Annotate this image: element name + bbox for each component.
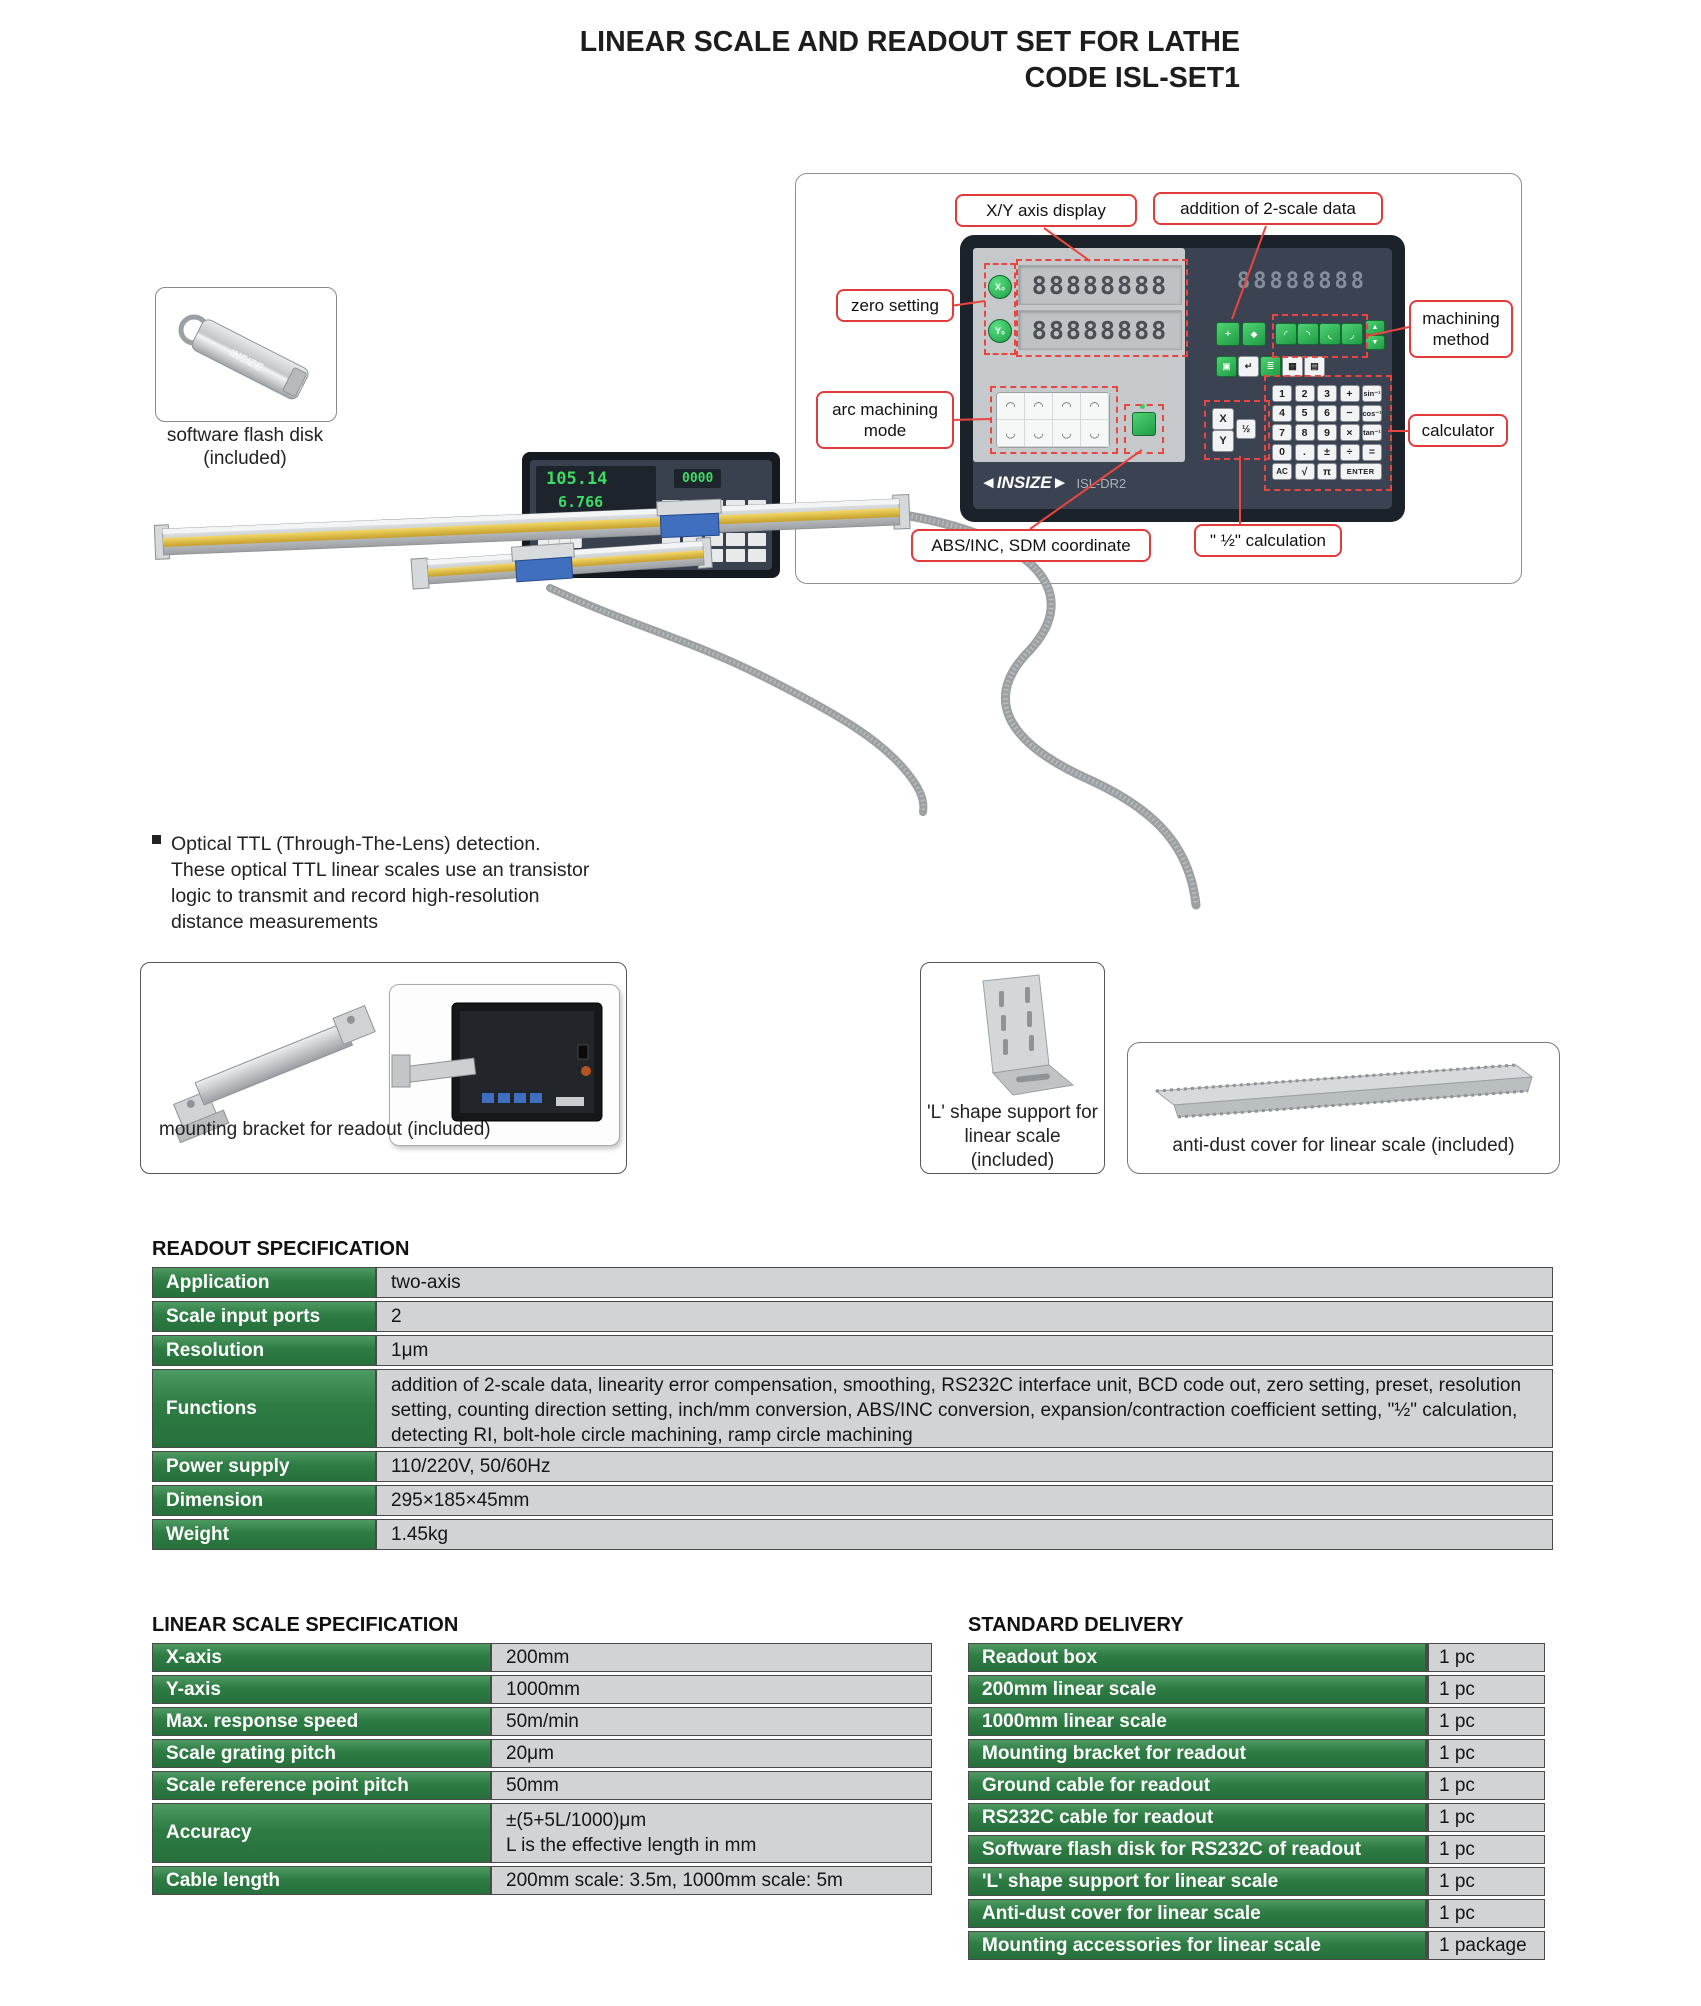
spec-label: Scale input ports — [152, 1301, 377, 1332]
keypad-key: 1 — [1272, 385, 1292, 402]
delivery-qty: 1 pc — [1427, 1835, 1545, 1864]
reader-head-short — [515, 557, 572, 582]
table-row — [968, 1867, 1545, 1896]
sum-key-icon: + — [1216, 322, 1240, 346]
keypad-key: 3 — [1317, 385, 1337, 402]
callout-half-calculation: " ½" calculation — [1194, 524, 1342, 557]
delivery-item: Ground cable for readout — [968, 1771, 1427, 1800]
table-row — [152, 1866, 932, 1895]
spec-label: Weight — [152, 1519, 377, 1550]
arc-icon: ◡ — [1025, 420, 1053, 447]
y-axis-display: 88888888 — [1018, 310, 1182, 350]
machining-key-icon: ◜ — [1275, 323, 1297, 345]
aux-display: 88888888 — [1237, 268, 1367, 294]
delivery-table — [968, 1643, 1545, 1963]
dust-cover-box — [1127, 1042, 1560, 1174]
flash-caption-line2: (included) — [203, 448, 287, 469]
machining-key-icon: ◞ — [1341, 323, 1363, 345]
feature-line4: distance measurements — [171, 911, 379, 933]
spec-label: Power supply — [152, 1451, 377, 1482]
page-title-line1: LINEAR SCALE AND READOUT SET FOR LATHE — [579, 26, 1240, 58]
delivery-item: Mounting accessories for linear scale — [968, 1931, 1427, 1960]
keypad-key: AC — [1272, 463, 1292, 480]
mounting-bracket-box — [140, 962, 627, 1174]
table-row — [968, 1771, 1545, 1800]
feature-line2: These optical TTL linear scales use an transistor — [171, 859, 590, 881]
keypad-key: 8 — [1295, 424, 1315, 441]
keypad-key: ÷ — [1340, 444, 1360, 461]
accuracy-line2: L is the effective length in mm — [506, 1835, 757, 1856]
reader-head-long — [660, 513, 719, 537]
delivery-qty: 1 pc — [1427, 1867, 1545, 1896]
callout-addition: addition of 2-scale data — [1153, 192, 1383, 225]
keypad-key: √ — [1295, 463, 1315, 480]
l-support-caption — [921, 1101, 1104, 1173]
table-row — [152, 1451, 1553, 1482]
table-row — [968, 1707, 1545, 1736]
model-text: ISL-DR2 — [1076, 476, 1127, 491]
delivery-item: Software flash disk for RS232C of readout — [968, 1835, 1427, 1864]
l-support-caption-line1: 'L' shape support for — [927, 1102, 1098, 1123]
delivery-item: Readout box — [968, 1643, 1427, 1672]
machining-key-icon: ◟ — [1319, 323, 1341, 345]
spec-label: Y-axis — [152, 1675, 492, 1704]
keypad-key: + — [1340, 385, 1360, 402]
keypad-key: 2 — [1295, 385, 1315, 402]
keypad-key: × — [1340, 424, 1360, 441]
delivery-item: 'L' shape support for linear scale — [968, 1867, 1427, 1896]
spec-label: Scale grating pitch — [152, 1739, 492, 1768]
spec-label: Max. response speed — [152, 1707, 492, 1736]
keypad-key: 0 — [1272, 444, 1292, 461]
table-row — [968, 1803, 1545, 1832]
keypad-key: − — [1340, 405, 1360, 422]
feature-line3: logic to transmit and record high-resolution — [171, 885, 540, 907]
fn-key-icon: ▤ — [1304, 356, 1325, 377]
arc-icon: ◠ — [1025, 393, 1053, 420]
l-support-caption-line2: linear scale (included) — [964, 1126, 1061, 1171]
dust-cover-image — [1128, 1043, 1559, 1133]
callout-zero-setting: zero setting — [836, 289, 954, 322]
spec-value: 200mm scale: 3.5m, 1000mm scale: 5m — [492, 1866, 932, 1895]
spec-label: X-axis — [152, 1643, 492, 1672]
spec-value: 110/220V, 50/60Hz — [377, 1451, 1553, 1482]
up-arrow-icon: ▲ — [1365, 320, 1385, 335]
page-title — [540, 24, 1240, 96]
spec-value: 1.45kg — [377, 1519, 1553, 1550]
bracket-caption: mounting bracket for readout (included) — [159, 1119, 491, 1140]
table-row — [968, 1931, 1545, 1960]
flash-disk-box — [155, 287, 337, 422]
keypad-key: cos⁻¹ — [1362, 405, 1382, 422]
keypad-key: 7 — [1272, 424, 1292, 441]
scale-cable-short — [550, 588, 923, 812]
zero-y-label: Y₀ — [994, 326, 1006, 336]
keypad-key: sin⁻¹ — [1362, 385, 1382, 402]
delivery-qty: 1 pc — [1427, 1643, 1545, 1672]
keypad-key: 5 — [1295, 405, 1315, 422]
table-row — [152, 1369, 1553, 1448]
dust-cover-caption: anti-dust cover for linear scale (included) — [1172, 1135, 1515, 1156]
table-row — [152, 1803, 932, 1863]
zero-x-label: X₀ — [994, 282, 1006, 292]
photo-aux-display: 0000 — [674, 469, 721, 488]
readout-spec-table — [152, 1267, 1553, 1553]
callout-abs-inc: ABS/INC, SDM coordinate — [911, 529, 1151, 562]
delivery-qty: 1 pc — [1427, 1739, 1545, 1768]
spec-label: Accuracy — [152, 1803, 492, 1863]
brand-text: ◄INSIZE► — [980, 473, 1069, 492]
down-arrow-icon: ▼ — [1365, 335, 1385, 350]
spec-value: 295×185×45mm — [377, 1485, 1553, 1516]
spec-label: Resolution — [152, 1335, 377, 1366]
table-row — [968, 1675, 1545, 1704]
linear-spec-heading: LINEAR SCALE SPECIFICATION — [152, 1614, 459, 1636]
machining-key-icon: ◝ — [1297, 323, 1319, 345]
table-row — [968, 1899, 1545, 1928]
delivery-item: Anti-dust cover for linear scale — [968, 1899, 1427, 1928]
arc-icon: ◡ — [1053, 420, 1081, 447]
keypad-key: ENTER — [1340, 463, 1383, 480]
fn-key-icon: ▦ — [1282, 356, 1303, 377]
keypad-key: π — [1317, 463, 1337, 480]
callout-xy-axis-display: X/Y axis display — [955, 194, 1137, 227]
spec-label: Cable length — [152, 1866, 492, 1895]
delivery-qty: 1 pc — [1427, 1803, 1545, 1832]
spec-label: Dimension — [152, 1485, 377, 1516]
table-row — [152, 1675, 932, 1704]
table-row — [968, 1643, 1545, 1672]
delivery-qty: 1 pc — [1427, 1771, 1545, 1800]
half-key: ½ — [1236, 419, 1256, 439]
spec-value: 50mm — [492, 1771, 932, 1800]
y-select-key: Y — [1212, 430, 1234, 452]
table-row — [152, 1485, 1553, 1516]
table-row — [152, 1643, 932, 1672]
callout-calculator: calculator — [1408, 414, 1508, 447]
arc-icon: ◡ — [1081, 420, 1109, 447]
keypad-key: = — [1362, 444, 1382, 461]
arc-icon: ◠ — [1081, 393, 1109, 420]
l-support-box — [920, 962, 1105, 1174]
spec-value: 2 — [377, 1301, 1553, 1332]
keypad-key: 4 — [1272, 405, 1292, 422]
fn-key-icon: ↵ — [1238, 356, 1259, 377]
feature-line1: Optical TTL (Through-The-Lens) detection. — [171, 833, 541, 855]
table-row — [968, 1739, 1545, 1768]
keypad-key: tan⁻¹ — [1362, 424, 1382, 441]
delivery-qty: 1 pc — [1427, 1707, 1545, 1736]
table-row — [152, 1301, 1553, 1332]
readout-spec-heading: READOUT SPECIFICATION — [152, 1238, 410, 1260]
sum-key2-icon: ◆ — [1242, 322, 1266, 346]
flash-disk-image — [156, 288, 336, 421]
x-select-key: X — [1212, 408, 1234, 430]
photo-y-display: 6.766 — [558, 493, 604, 511]
delivery-item: 1000mm linear scale — [968, 1707, 1427, 1736]
delivery-qty: 1 pc — [1427, 1675, 1545, 1704]
accuracy-line1: ±(5+5L/1000)μm — [506, 1810, 647, 1831]
arc-icon: ◠ — [997, 393, 1025, 420]
spec-value: 1μm — [377, 1335, 1553, 1366]
arc-icon: ◡ — [997, 420, 1025, 447]
l-support-image — [921, 963, 1104, 1098]
table-row — [968, 1835, 1545, 1864]
spec-label: Application — [152, 1267, 377, 1298]
table-row — [152, 1707, 932, 1736]
spec-label: Functions — [152, 1369, 377, 1448]
spec-value: 1000mm — [492, 1675, 932, 1704]
table-row — [152, 1335, 1553, 1366]
table-row — [152, 1739, 932, 1768]
spec-value: two-axis — [377, 1267, 1553, 1298]
callout-connector-lines — [795, 173, 1520, 582]
delivery-item: Mounting bracket for readout — [968, 1739, 1427, 1768]
spec-value: 50m/min — [492, 1707, 932, 1736]
page-title-line2: CODE ISL-SET1 — [1024, 62, 1240, 94]
table-row — [152, 1771, 932, 1800]
spec-label: Scale reference point pitch — [152, 1771, 492, 1800]
fn-key-icon: ▣ — [1216, 356, 1237, 377]
keypad-key: 6 — [1317, 405, 1337, 422]
delivery-qty: 1 package — [1427, 1931, 1545, 1960]
spec-value: 200mm — [492, 1643, 932, 1672]
x-axis-display: 88888888 — [1018, 265, 1182, 305]
delivery-heading: STANDARD DELIVERY — [968, 1614, 1184, 1636]
callout-arc-machining: arc machining mode — [816, 391, 954, 449]
arc-icon: ◠ — [1053, 393, 1081, 420]
scale-cable-short-braid — [550, 588, 923, 812]
flash-caption-line1: software flash disk — [166, 425, 324, 446]
keypad-key: . — [1295, 444, 1315, 461]
delivery-item: 200mm linear scale — [968, 1675, 1427, 1704]
table-row — [152, 1519, 1553, 1550]
spec-value — [492, 1803, 932, 1863]
spec-value: addition of 2-scale data, linearity error compensation, smoothing, RS232C interface unit, BCD code out, zero setting, preset, resolution setting, counting direction setting, inch/mm conversion, ABS/INC conversion, expansion/contraction coefficient setting, "½" calculation, detecting RI, bolt-hole circle machining, ramp circle machining — [377, 1369, 1553, 1448]
keypad-key: 9 — [1317, 424, 1337, 441]
table-row — [152, 1267, 1553, 1298]
delivery-item: RS232C cable for readout — [968, 1803, 1427, 1832]
callout-machining-method: machining method — [1409, 300, 1513, 358]
keypad-key: ± — [1317, 444, 1337, 461]
photo-x-display: 105.14 — [546, 469, 608, 489]
linear-spec-table — [152, 1643, 932, 1898]
flash-disk-brand: INSIZE — [227, 347, 265, 374]
fn-key-icon: ≣ — [1260, 356, 1281, 377]
spec-value: 20μm — [492, 1739, 932, 1768]
delivery-qty: 1 pc — [1427, 1899, 1545, 1928]
